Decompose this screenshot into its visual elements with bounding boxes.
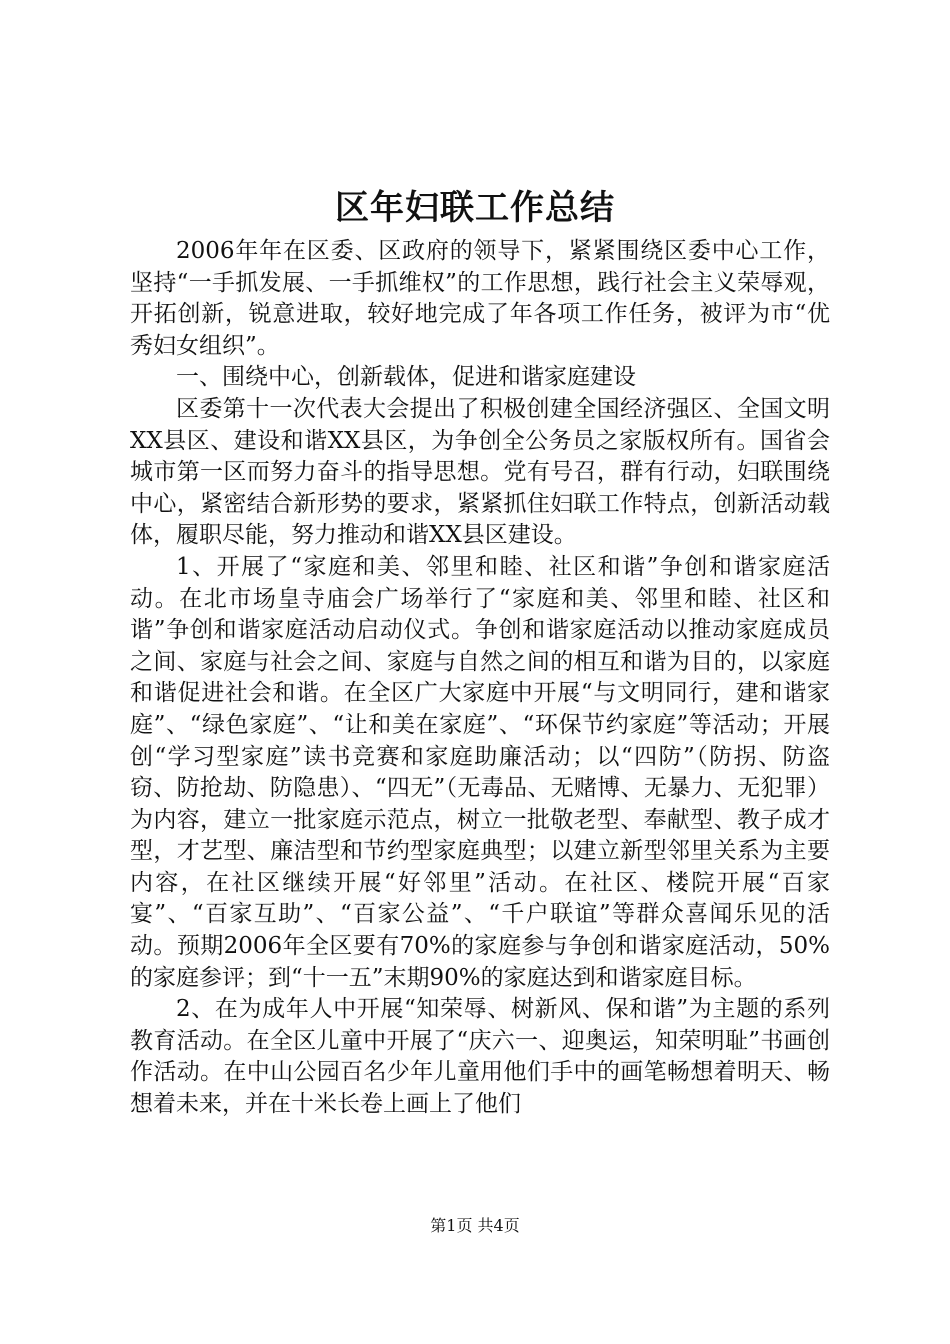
body-paragraph: 1、开展了“家庭和美、邻里和睦、社区和谐”争创和谐家庭活动。在北市场皇寺庙会广场举行了“家庭和美、邻里和睦、社区和谐”争创和谐家庭活动启动仪式。争创和谐家庭活动以推动家庭成员之间、家庭与社会之间、家庭与自然之间的相互和谐为目的，以家庭和谐促进社会和谐。在全区广大家庭中开展“与文明同行，建和谐家庭”、“绿色家庭”、“让和美在家庭”、“环保节约家庭”等活动；开展创“学习型家庭”读书竞赛和家庭助廉活动；以“四防”（防拐、防盗窃、防抢劫、防隐患）、“四无”（无毒品、无赌博、无暴力、无犯罪）为内容，建立一批家庭示范点，树立一批敬老型、奉献型、教子成才型，才艺型、廉洁型和节约型家庭典型；以建立新型邻里关系为主要内容，在社区继续开展“好邻里”活动。在社区、楼院开展“百家宴”、“百家互助”、“百家公益”、“千户联谊”等群众喜闻乐见的活动。预期2006年全区要有70%的家庭参与争创和谐家庭活动，50%的家庭参评；到“十一五”末期90%的家庭达到和谐家庭目标。 [130,553,830,991]
section-heading: 一、围绕中心，创新载体，促进和谐家庭建设 [176,364,636,391]
body-paragraph: 区委第十一次代表大会提出了积极创建全国经济强区、全国文明XX县区、建设和谐XX县区，为争创全公务员之家版权所有。国省会城市第一区而努力奋斗的指导思想。党有号召，群有行动，妇联围绕中心，紧密结合新形势的要求，紧紧抓住妇联工作特点，创新活动载体，履职尽能，努力推动和谐XX县区建设。 [130,395,830,549]
page-number-footer: 第1页 共4页 [430,1216,520,1235]
document-title: 区年妇联工作总结 [335,188,615,228]
body-paragraph: 2、在为成年人中开展“知荣辱、树新风、保和谐”为主题的系列教育活动。在全区儿童中开展了“庆六一、迎奥运，知荣明耻”书画创作活动。在中山公园百名少年儿童用他们手中的画笔畅想着明天、畅想着未来，并在十米长卷上画上了他们 [130,996,830,1118]
document-body [130,236,830,1121]
intro-paragraph: 2006年年在区委、区政府的领导下，紧紧围绕区委中心工作，坚持“一手抓发展、一手抓维权”的工作思想，践行社会主义荣辱观，开拓创新，锐意进取，较好地完成了年各项工作任务，被评为市“优秀妇女组织”。 [130,238,830,359]
